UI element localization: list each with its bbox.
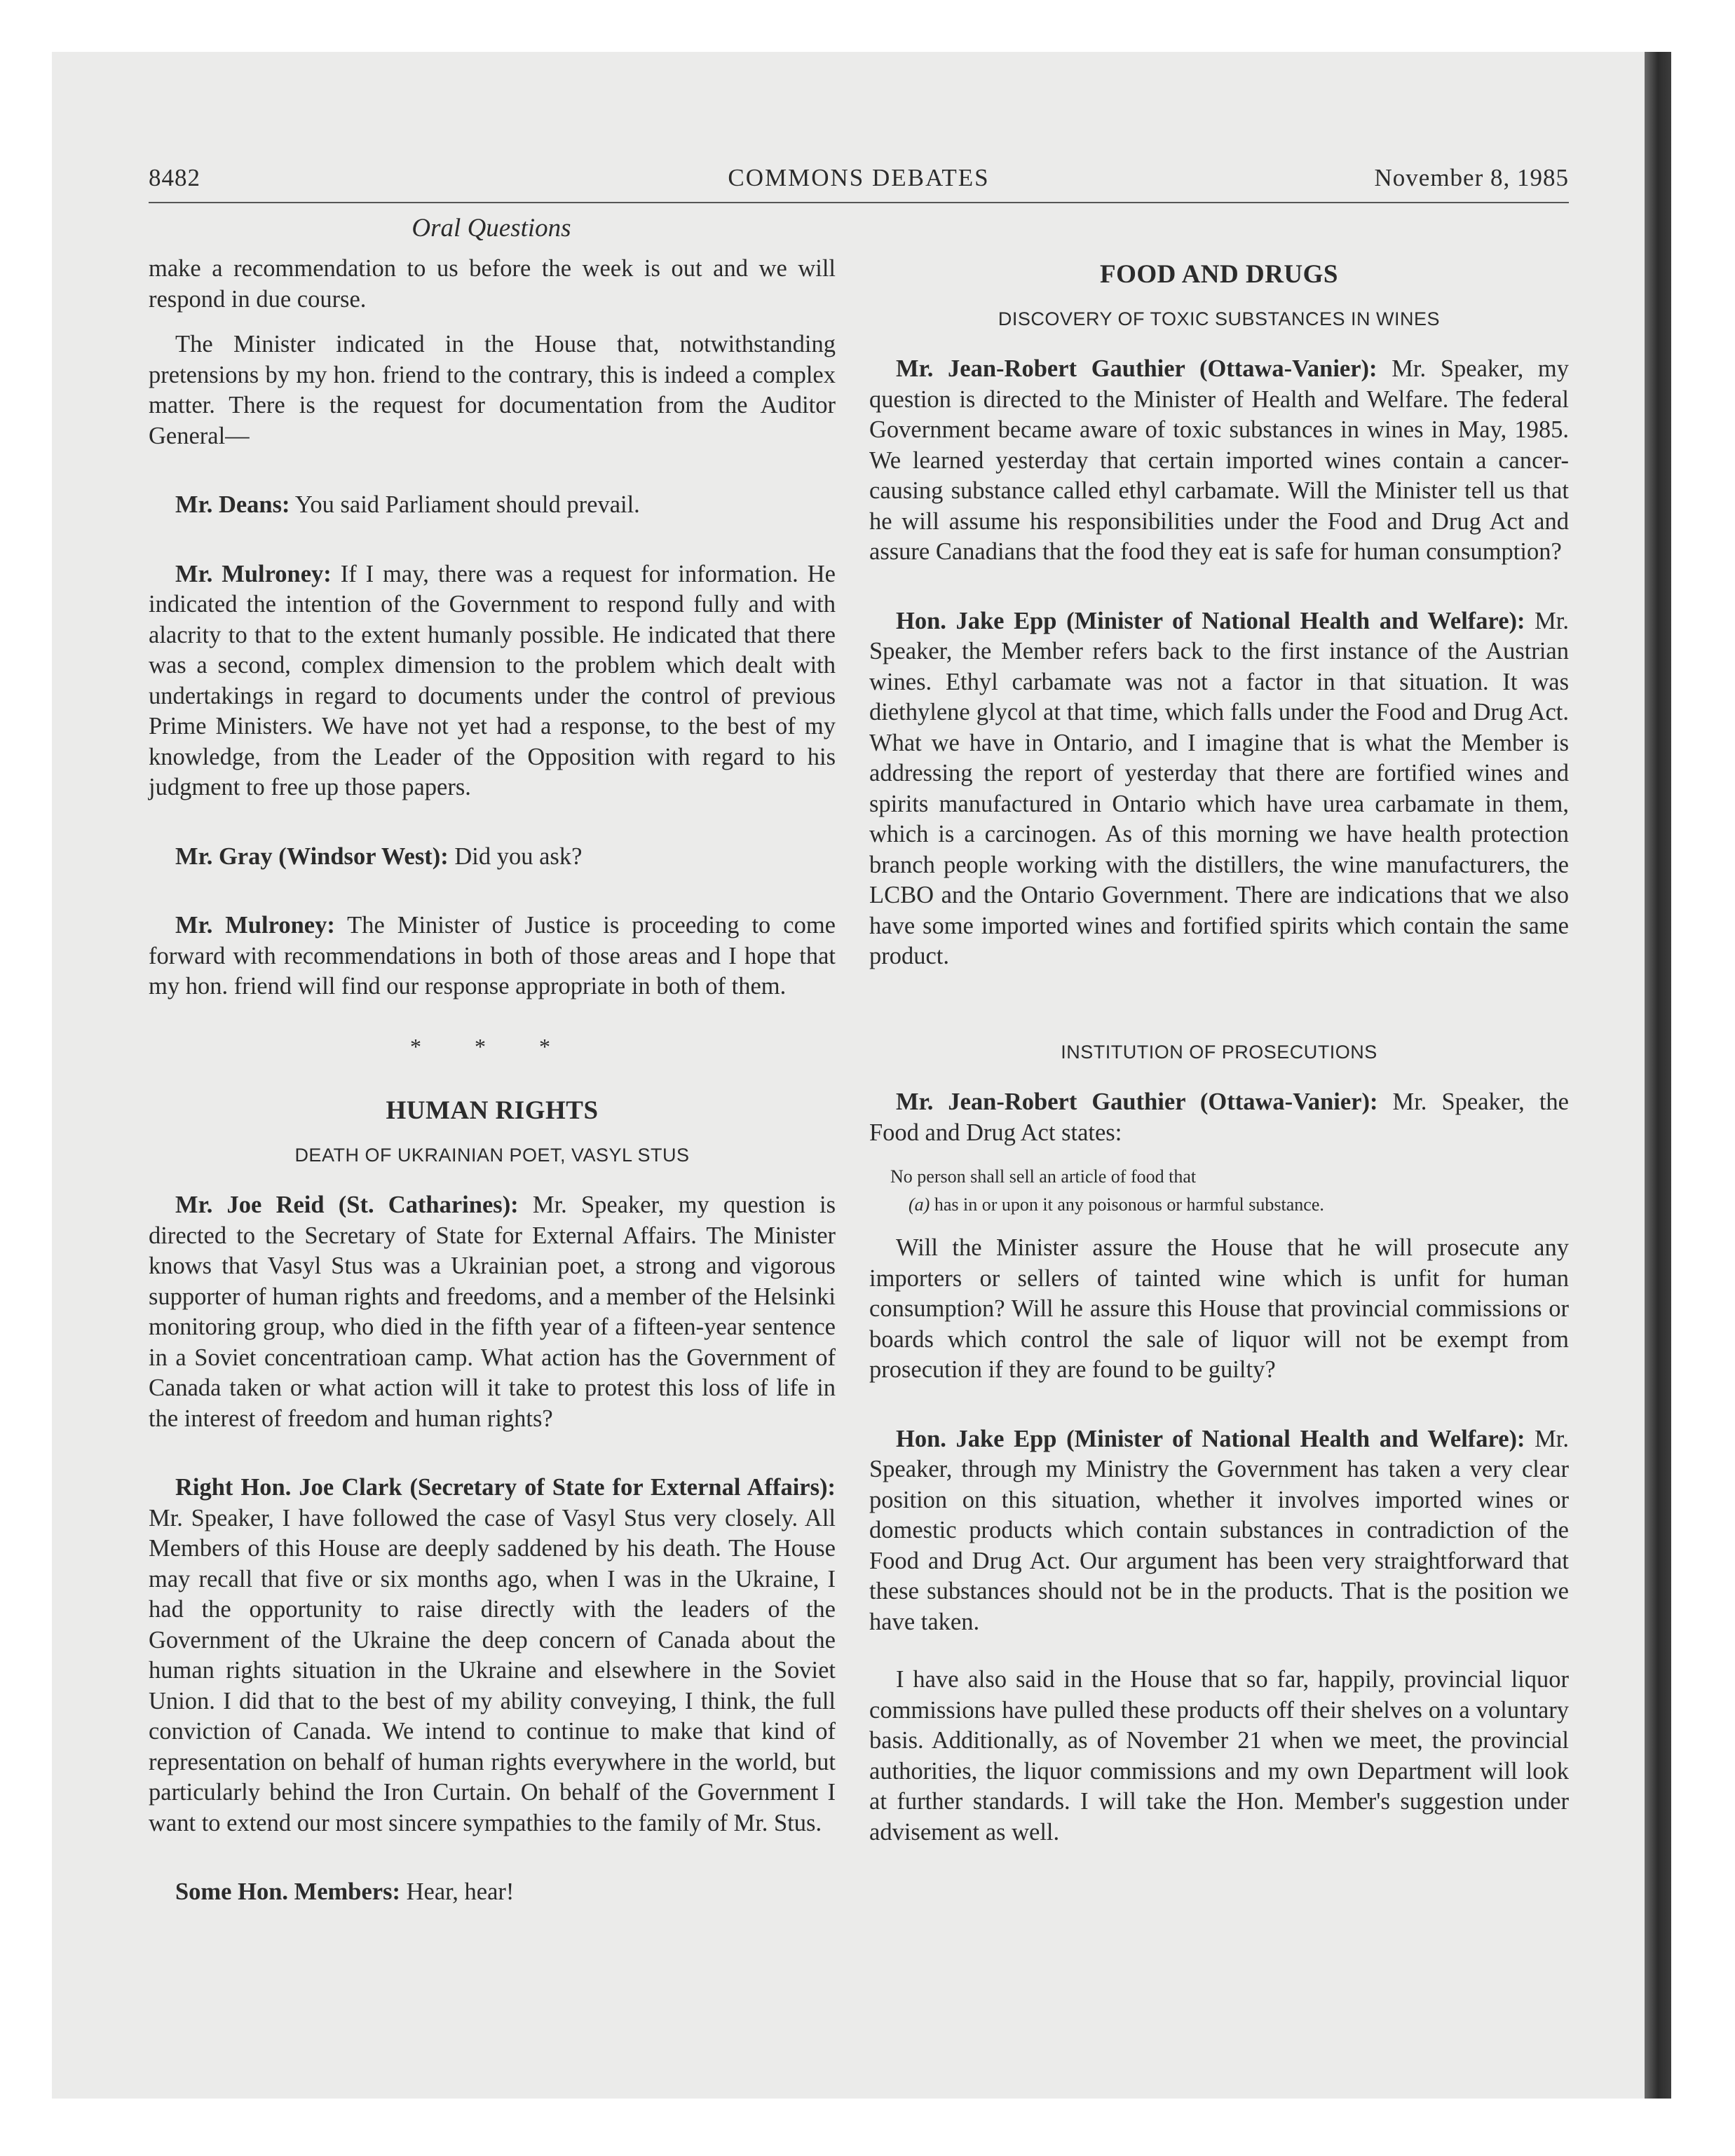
speaker-name: Mr. Mulroney:	[175, 560, 332, 587]
speech-text: Mr. Speaker, my question is directed to the Secretary of State for External Affairs. The Minister knows that Vasyl Stus was a Ukrainian poet, a strong and vigorous supporter of human rights and freedoms, and a member of the Helsinki monitoring group, who died in the fifth year of a fifteen-year sentence in a Soviet concentratioan camp. What action has the Government of Canada taken or what action will it take to protest this loss of life in the interest of freedom and human rights?	[149, 1192, 836, 1432]
speaker-name: Some Hon. Members:	[175, 1878, 400, 1905]
speech-text: If I may, there was a request for information. He indicated the intention of the Government to respond fully and with alacrity to that to the extent humanly possible. He indicated that there was a second, complex dimension to the problem which dealt with undertakings in regard to documents under the control of previous Prime Ministers. We have not yet had a response, to the best of my knowledge, from the Leader of the Opposition with regard to his judgment to free up those papers.	[149, 560, 836, 800]
quote-line: No person shall sell an article of food that	[890, 1166, 1197, 1187]
speech-text: Mr. Speaker, my question is directed to the Minister of Health and Welfare. The federal Government became aware of toxic substances in wines in May, 1985. We learned yesterday that certain imported wines contain a cancer-causing substance called ethyl carbamate. Will the Minister tell us that he will assume his responsibilities under the Food and Drug Act and assure Canadians that the food they eat is safe for human consumption?	[869, 355, 1569, 565]
page-date: November 8, 1985	[1374, 164, 1569, 191]
speech-paragraph	[869, 606, 1569, 972]
clause-text: has in or upon it any poisonous or harmful substance.	[930, 1194, 1324, 1215]
quote-line	[869, 1191, 1569, 1219]
speech-text: Mr. Speaker, through my Ministry the Government has taken a very clear position on this situation, whether it involves imported wines or domestic products which contain substances in contradiction of the Food and Drug Act. Our argument has been very straightforward that these substances should not be in the products. That is the position we have taken.	[869, 1425, 1569, 1635]
book-spine-shadow	[1645, 52, 1671, 2099]
speech-text: Mr. Speaker, the Food and Drug Act states:	[869, 1089, 1569, 1146]
publication-title: COMMONS DEBATES	[728, 164, 990, 191]
page-header	[149, 160, 1569, 203]
page-number: 8482	[149, 164, 200, 191]
speech-paragraph	[149, 842, 836, 873]
speaker-name: Hon. Jake Epp (Minister of National Health and Welfare):	[896, 607, 1525, 634]
speech-paragraph	[149, 910, 836, 1002]
speaker-name: Mr. Gray (Windsor West):	[175, 842, 449, 870]
left-column	[149, 254, 836, 1923]
subsection-heading: INSTITUTION OF PROSECUTIONS	[1061, 1041, 1377, 1063]
paragraph: make a recommendation to us before the week is out and we will respond in due course.	[149, 255, 836, 313]
speech-text: The Minister of Justice is proceeding to come forward with recommendations in both of those areas and I hope that my hon. friend will find our response appropriate in both of them.	[149, 912, 836, 999]
speech-paragraph	[149, 1190, 836, 1434]
statute-quote	[869, 1163, 1569, 1219]
speaker-name: Hon. Jake Epp (Minister of National Health and Welfare):	[896, 1425, 1525, 1452]
speech-text: Mr. Speaker, I have followed the case of Vasyl Stus very closely. All Members of this House are deeply saddened by his death. The House may recall that five or six months ago, when I was in the Ukraine, I had the opportunity to raise directly with the leaders of the Government of the Ukraine the deep concern of Canada about the human rights situation in the Ukraine and elsewhere in the Soviet Union. I did that to the best of my ability conveying, I think, the full conviction of Canada. We intend to continue to make that kind of representation on behalf of human rights everywhere in the world, but particularly behind the Iron Curtain. On behalf of the Government I want to extend our most sincere sympathies to the family of Mr. Stus.	[149, 1504, 836, 1836]
speech-paragraph	[869, 354, 1569, 568]
speech-paragraph	[149, 490, 836, 521]
section-heading: HUMAN RIGHTS	[386, 1096, 599, 1125]
clause-marker: (a)	[909, 1194, 930, 1215]
speaker-name: Mr. Mulroney:	[175, 912, 335, 939]
speech-text: Hear, hear!	[400, 1878, 515, 1905]
speaker-name: Mr. Deans:	[175, 491, 290, 518]
speech-text: You said Parliament should prevail.	[290, 491, 640, 518]
speech-text: Mr. Speaker, the Member refers back to the first instance of the Austrian wines. Ethyl carbamate was not a factor in that situation. It was diethylene glycol at that time, which falls under the Food and Drug Act. What we have in Ontario, and I imagine that is what the Member is addressing the report of yesterday that there are fortified wines and spirits manufactured in Ontario which have urea carbamate in them, which is a carcinogen. As of this morning we have health protection branch people working with the distillers, the wine manufacturers, the LCBO and the Ontario Government. There are indications that we also have some imported wines and fortified spirits which contain the same product.	[869, 607, 1569, 969]
speech-paragraph	[869, 1087, 1569, 1148]
running-subtitle: Oral Questions	[411, 214, 571, 243]
paragraph: I have also said in the House that so far, happily, provincial liquor commissions have pulled these products off their shelves on a voluntary basis. Additionally, as of November 21 when we meet, the provincial authorities, the liquor commissions and my own Department will look at further standards. I will take the Hon. Member's suggestion under advisement as well.	[869, 1666, 1569, 1845]
speaker-name: Mr. Joe Reid (St. Catharines):	[175, 1192, 519, 1218]
section-subheading: DISCOVERY OF TOXIC SUBSTANCES IN WINES	[998, 308, 1441, 329]
speech-paragraph	[149, 1473, 836, 1838]
right-column	[869, 254, 1569, 1862]
speech-text: Did you ask?	[448, 842, 583, 870]
speech-paragraph	[149, 559, 836, 803]
section-divider: * * *	[410, 1033, 574, 1059]
paragraph: Will the Minister assure the House that he will prosecute any importers or sellers of tainted wine which is unfit for human consumption? Will he assure this House that provincial commissions or boards which control the sale of liquor will not be exempt from prosecution if they are found to be guilty?	[869, 1234, 1569, 1383]
speaker-name: Right Hon. Joe Clark (Secretary of State for External Affairs):	[175, 1474, 836, 1501]
speech-paragraph	[149, 1877, 836, 1908]
section-heading: FOOD AND DRUGS	[1099, 260, 1339, 289]
speaker-name: Mr. Jean-Robert Gauthier (Ottawa-Vanier):	[896, 355, 1377, 382]
paragraph: The Minister indicated in the House that, notwithstanding pretensions by my hon. friend to the contrary, this is indeed a complex matter. There is the request for documentation from the Auditor General—	[149, 331, 836, 449]
speaker-name: Mr. Jean-Robert Gauthier (Ottawa-Vanier):	[896, 1089, 1378, 1115]
speech-paragraph	[869, 1424, 1569, 1638]
section-subheading: DEATH OF UKRAINIAN POET, VASYL STUS	[294, 1144, 690, 1166]
